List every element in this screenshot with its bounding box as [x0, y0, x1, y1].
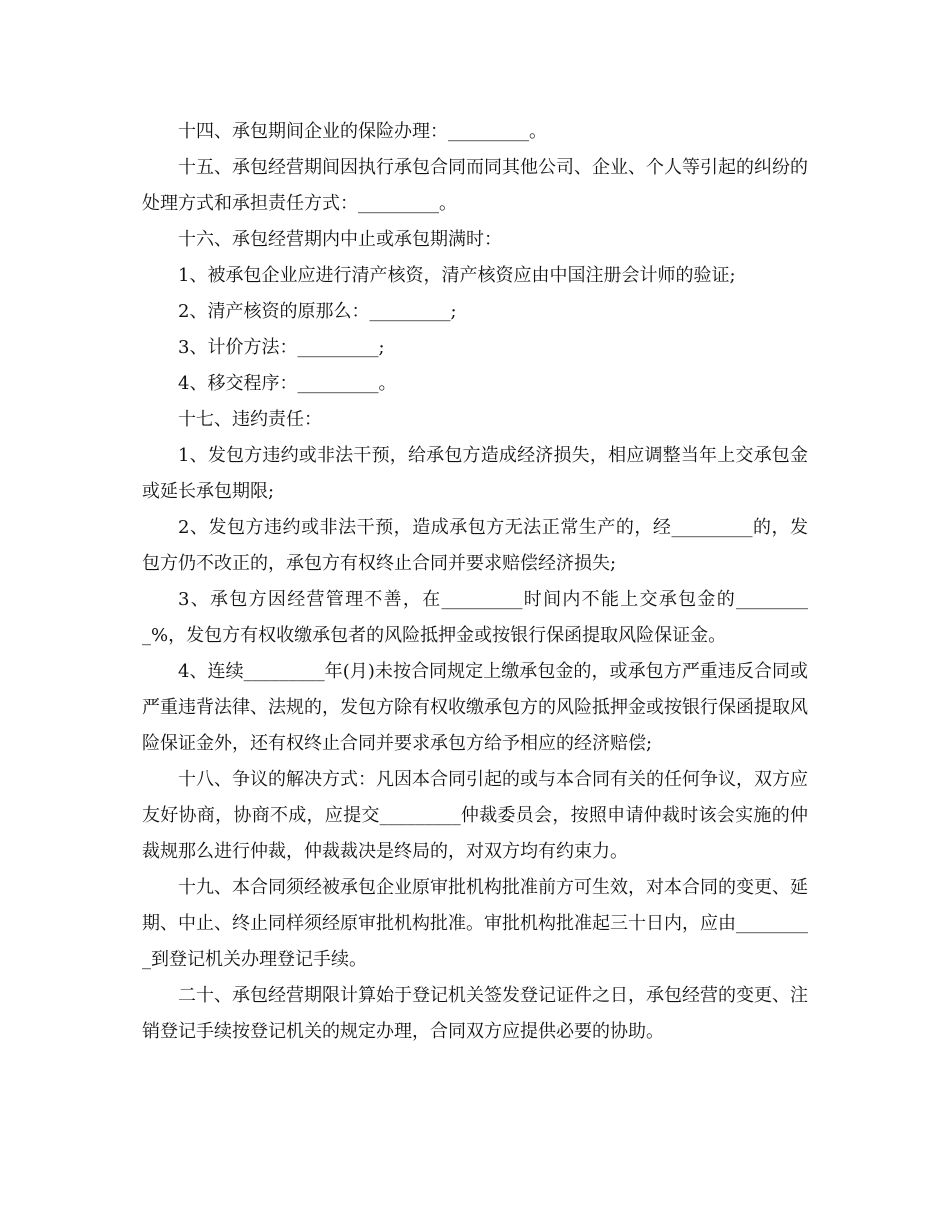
- clause-17: 十七、违约责任：: [178, 409, 322, 430]
- clause-17-item-3: 3、承包方因经营管理不善，在_________时间内不能上交承包金的_________%，发包方有权收缴承包者的风险抵押金或按银行保函提取风险保证金。: [142, 589, 808, 646]
- clause-16-item-1: 1、被承包企业应进行清产核资，清产核资应由中国注册会计师的验证;: [178, 265, 736, 286]
- clause-17-item-1: 1、发包方违约或非法干预，给承包方造成经济损失，相应调整当年上交承包金或延长承包期限;: [142, 445, 808, 502]
- clause-16-item-4: 4、移交程序：_________。: [178, 373, 397, 394]
- clause-17-item-2: 2、发包方违约或非法干预，造成承包方无法正常生产的，经_________的，发包方仍不改正的，承包方有权终止合同并要求赔偿经济损失;: [142, 517, 808, 574]
- clause-17-item-4: 4、连续_________年(月)未按合同规定上缴承包金的，或承包方严重违反合同或严重违背法律、法规的，发包方除有权收缴承包方的风险抵押金或按银行保函提取风险保证金外，还有权终止合同并要求承包方给予相应的经济赔偿;: [142, 661, 808, 754]
- clause-16-item-2: 2、清产核资的原那么：_________;: [178, 301, 457, 322]
- clause-15: 十五、承包经营期间因执行承包合同而同其他公司、企业、个人等引起的纠纷的处理方式和承担责任方式：_________。: [142, 157, 808, 214]
- contract-body: [142, 114, 808, 1050]
- clause-19: 十九、本合同须经被承包企业原审批机构批准前方可生效，对本合同的变更、延期、中止、终止同样须经原审批机构批准。审批机构批准起三十日内，应由_________到登记机关办理登记手续。: [142, 877, 808, 970]
- clause-16: 十六、承包经营期内中止或承包期满时：: [178, 229, 502, 250]
- clause-20: 二十、承包经营期限计算始于登记机关签发登记证件之日，承包经营的变更、注销登记手续按登记机关的规定办理，合同双方应提供必要的协助。: [142, 985, 808, 1042]
- clause-14: 十四、承包期间企业的保险办理：_________。: [178, 121, 547, 142]
- clause-18: 十八、争议的解决方式：凡因本合同引起的或与本合同有关的任何争议，双方应友好协商，协商不成，应提交_________仲裁委员会，按照申请仲裁时该会实施的仲裁规那么进行仲裁，仲裁裁决是终局的，对双方均有约束力。: [142, 769, 808, 862]
- clause-16-item-3: 3、计价方法：_________;: [178, 337, 385, 358]
